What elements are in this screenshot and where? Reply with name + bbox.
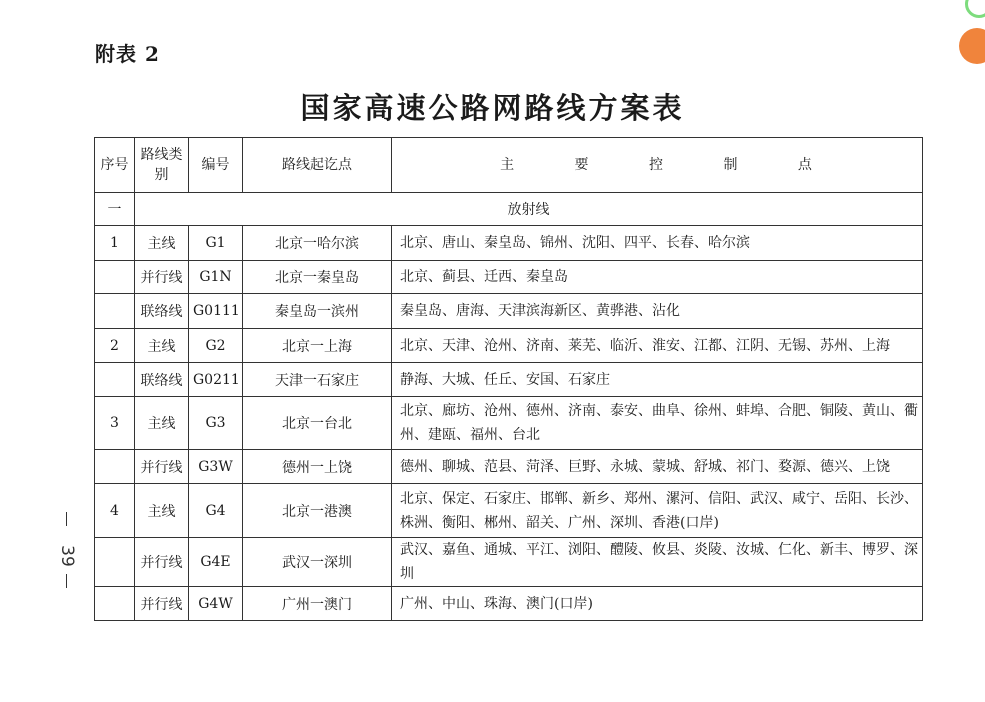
row-endpoints: 秦皇岛一滨州 <box>243 294 392 329</box>
route-table <box>94 137 923 621</box>
row-code: G3 <box>189 397 243 450</box>
row-endpoints: 北京一哈尔滨 <box>243 226 392 261</box>
row-type: 主线 <box>135 484 189 538</box>
table-row <box>95 484 923 538</box>
header-endpoints: 路线起讫点 <box>243 138 392 193</box>
row-type: 联络线 <box>135 294 189 329</box>
header-code: 编号 <box>189 138 243 193</box>
table-row <box>95 294 923 329</box>
table-header-row <box>95 138 923 193</box>
table-row <box>95 587 923 621</box>
row-endpoints: 武汉一深圳 <box>243 538 392 587</box>
row-code: G1 <box>189 226 243 261</box>
row-type: 并行线 <box>135 538 189 587</box>
row-code: G0211 <box>189 363 243 397</box>
row-control-points: 广州、中山、珠海、澳门(口岸) <box>392 587 923 621</box>
row-type: 主线 <box>135 329 189 363</box>
section-label: 放射线 <box>135 193 923 226</box>
row-seq <box>95 538 135 587</box>
row-seq <box>95 261 135 294</box>
row-control-points: 德州、聊城、范县、菏泽、巨野、永城、蒙城、舒城、祁门、婺源、德兴、上饶 <box>392 450 923 484</box>
header-seq: 序号 <box>95 138 135 193</box>
table-row <box>95 538 923 587</box>
table-row <box>95 363 923 397</box>
row-control-points: 北京、廊坊、沧州、德州、济南、泰安、曲阜、徐州、蚌埠、合肥、铜陵、黄山、衢州、建瓯、福州、台北 <box>392 397 923 450</box>
header-type: 路线类别 <box>135 138 189 193</box>
row-type: 并行线 <box>135 587 189 621</box>
page-number-dash <box>66 574 67 588</box>
row-code: G3W <box>189 450 243 484</box>
row-code: G4E <box>189 538 243 587</box>
page-number: 39 <box>56 545 77 567</box>
row-code: G2 <box>189 329 243 363</box>
table-row <box>95 397 923 450</box>
row-seq: 3 <box>95 397 135 450</box>
row-endpoints: 北京一秦皇岛 <box>243 261 392 294</box>
row-code: G4 <box>189 484 243 538</box>
row-endpoints: 天津一石家庄 <box>243 363 392 397</box>
row-endpoints: 北京一上海 <box>243 329 392 363</box>
row-seq <box>95 363 135 397</box>
section-seq: 一 <box>95 193 135 226</box>
row-control-points: 北京、蓟县、迁西、秦皇岛 <box>392 261 923 294</box>
table-row <box>95 261 923 294</box>
row-type: 主线 <box>135 226 189 261</box>
page-number-marker <box>54 512 84 592</box>
row-control-points: 北京、唐山、秦皇岛、锦州、沈阳、四平、长春、哈尔滨 <box>392 226 923 261</box>
row-code: G1N <box>189 261 243 294</box>
row-seq <box>95 450 135 484</box>
row-code: G0111 <box>189 294 243 329</box>
row-type: 并行线 <box>135 261 189 294</box>
row-code: G4W <box>189 587 243 621</box>
row-control-points: 北京、保定、石家庄、邯郸、新乡、郑州、漯河、信阳、武汉、咸宁、岳阳、长沙、株洲、衡阳、郴州、韶关、广州、深圳、香港(口岸) <box>392 484 923 538</box>
page-number-dash <box>66 512 67 526</box>
row-seq: 2 <box>95 329 135 363</box>
table-row <box>95 450 923 484</box>
table-row <box>95 226 923 261</box>
row-seq <box>95 587 135 621</box>
row-control-points: 北京、天津、沧州、济南、莱芜、临沂、淮安、江都、江阴、无锡、苏州、上海 <box>392 329 923 363</box>
row-seq <box>95 294 135 329</box>
section-row <box>95 193 923 226</box>
row-type: 联络线 <box>135 363 189 397</box>
row-control-points: 秦皇岛、唐海、天津滨海新区、黄骅港、沾化 <box>392 294 923 329</box>
row-control-points: 静海、大城、任丘、安国、石家庄 <box>392 363 923 397</box>
row-type: 并行线 <box>135 450 189 484</box>
row-endpoints: 北京一台北 <box>243 397 392 450</box>
row-seq: 4 <box>95 484 135 538</box>
table-row <box>95 329 923 363</box>
row-endpoints: 德州一上饶 <box>243 450 392 484</box>
status-dot-icon <box>959 28 985 64</box>
page-title: 国家高速公路网路线方案表 <box>300 91 685 125</box>
row-seq: 1 <box>95 226 135 261</box>
row-endpoints: 广州一澳门 <box>243 587 392 621</box>
row-endpoints: 北京一港澳 <box>243 484 392 538</box>
row-control-points: 武汉、嘉鱼、通城、平江、浏阳、醴陵、攸县、炎陵、汝城、仁化、新丰、博罗、深圳 <box>392 538 923 587</box>
header-control-points: 主 要 控 制 点 <box>392 138 923 193</box>
row-type: 主线 <box>135 397 189 450</box>
status-dot-icon <box>965 0 985 18</box>
appendix-label: 附表 2 <box>95 42 160 66</box>
